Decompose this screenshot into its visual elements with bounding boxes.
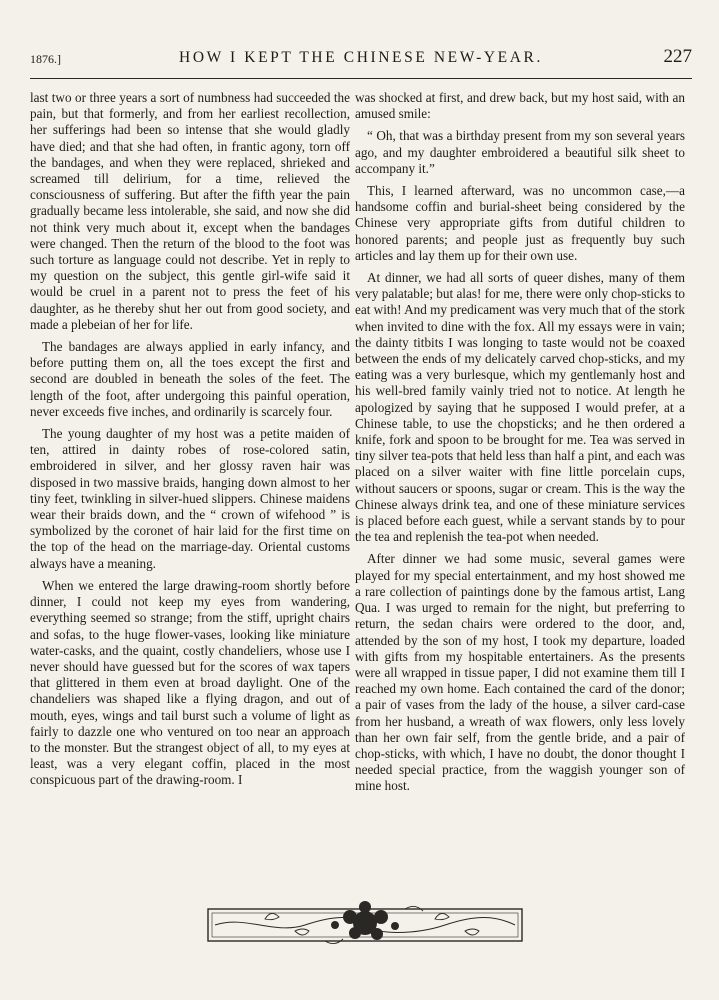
paragraph: At dinner, we had all sorts of queer dishes, many of them very palatable; but alas! for me, there were only chop-sticks to eat with! And my predicament was very much that of the stork when invited to dine with the fox. All my essays were in vain; the dainty titbits I was longing to taste would not be coaxed between the ends of my delicately carved chop-sticks, and my eating was a very burlesque, which my gentlemanly host and his well-bred family vainly tried not to notice. At length he apologized by saying that he supposed I would prefer, at a Chinese table, to use the chopsticks; and he then ordered a knife, fork and spoon to be brought for me. Tea was served in tiny silver tea-pots that held less than half a pint, and each was placed on a silver waiter with fine little porcelain cups, without saucers or spoons, sugar or cream. This is the way the Chinese always drink tea, and one of these miniature services is placed before each guest, while a servant stands by to pour the tea and replenish the tea-pot when needed. xyxy=(355,270,685,545)
left-column xyxy=(30,90,350,795)
page-number: 227 xyxy=(663,46,692,67)
paragraph: After dinner we had some music, several games were played for my special entertainment, and my host showed me a rare collection of paintings done by the famous artist, Lang Qua. I was urged to remain for the night, but preferring to return, the sedan chairs were ordered to the door, and, attended by the son of my host, I took my departure, loaded with gifts from my hospitable entertainers. As the presents were all wrapped in tissue paper, I did not examine them till I reached my own home. Each contained the card of the donor; a pair of vases from the lady of the house, a silver card-case from her husband, a wreath of wax flowers, only less lovely than her own fair self, from the gentle bride, and a pair of chop-sticks, with which, I have no doubt, the donor thought I needed special practice, from the waggish younger son of mine host. xyxy=(355,551,685,794)
paragraph: When we entered the large drawing-room shortly before dinner, I could not keep my eyes from wandering, everything seemed so strange; from the stiff, upright chairs and sofas, to the huge flower-vases, looking like miniature water-casks, and the quaint, costly chandeliers, whose use I never should have guessed but for the scores of wax tapers that glittered in them even at broad daylight. One of the chandeliers was shaped like a flying dragon, and out of mouth, eyes, wings and tail burst such a volume of light as fairly to dazzle one who ventured on too near an approach to the monster. But the strangest object of all, to my eyes at least, was a very elegant coffin, placed in the most conspicuous part of the drawing-room. I xyxy=(30,577,350,788)
paragraph: The bandages are always applied in early infancy, and before putting them on, all the toes except the first and second are doubled in beneath the soles of the feet. The length of the foot, after undergoing this painful operation, never exceeds five inches, and ordinarily is scarcely four. xyxy=(30,339,350,419)
paragraph: last two or three years a sort of numbness had succeeded the pain, but that formerly, and from her earliest recollection, her sufferings had been so intense that she would gladly have died; and that she had often, in frantic agony, torn off the bandages, and when they were replaced, shrieked and screamed till delirium, for a time, relieved the consciousness of suffering. But after the fifth year the pain gradually became less intolerable, she said, and now she did not think very much about it, except when the bandages were changed. Then the return of the blood to the foot was such torture as language could not describe. Yet in reply to my question on the subject, this gentle girl-wife said it would be cruel in a parent not to press the feet of his daughter, as he thereby shut her out from good society, and made a plebeian of her for life. xyxy=(30,90,350,332)
header-title: HOW I KEPT THE CHINESE NEW-YEAR. xyxy=(179,49,543,66)
paragraph: This, I learned afterward, was no uncommon case,—a handsome coffin and burial-sheet being considered by the Chinese very appropriate gifts from dutiful children to honored parents; and people just as frequently buy such articles and lay them up for their own use. xyxy=(355,183,685,263)
paragraph: “ Oh, that was a birthday present from my son several years ago, and my daughter embroidered a beautiful silk sheet to accompany it.” xyxy=(355,128,685,176)
running-header xyxy=(30,46,692,74)
floral-tailpiece-icon xyxy=(205,897,525,949)
header-year: 1876.] xyxy=(30,52,61,66)
paragraph: The young daughter of my host was a petite maiden of ten, attired in dainty robes of rose-colored satin, embroidered in silver, and her glossy raven hair was disposed in two massive braids, hanging down almost to her tiny feet, twinkling in silver-hued slippers. Chinese maidens wear their braids down, and the “ crown of wifehood ” is symbolized by the coronet of hair laid for the first time on the top of the head on the marriage-day. Oriental customs always have a meaning. xyxy=(30,426,350,571)
header-rule xyxy=(30,78,692,79)
paragraph: was shocked at first, and drew back, but my host said, with an amused smile: xyxy=(355,90,685,122)
right-column xyxy=(355,90,685,801)
